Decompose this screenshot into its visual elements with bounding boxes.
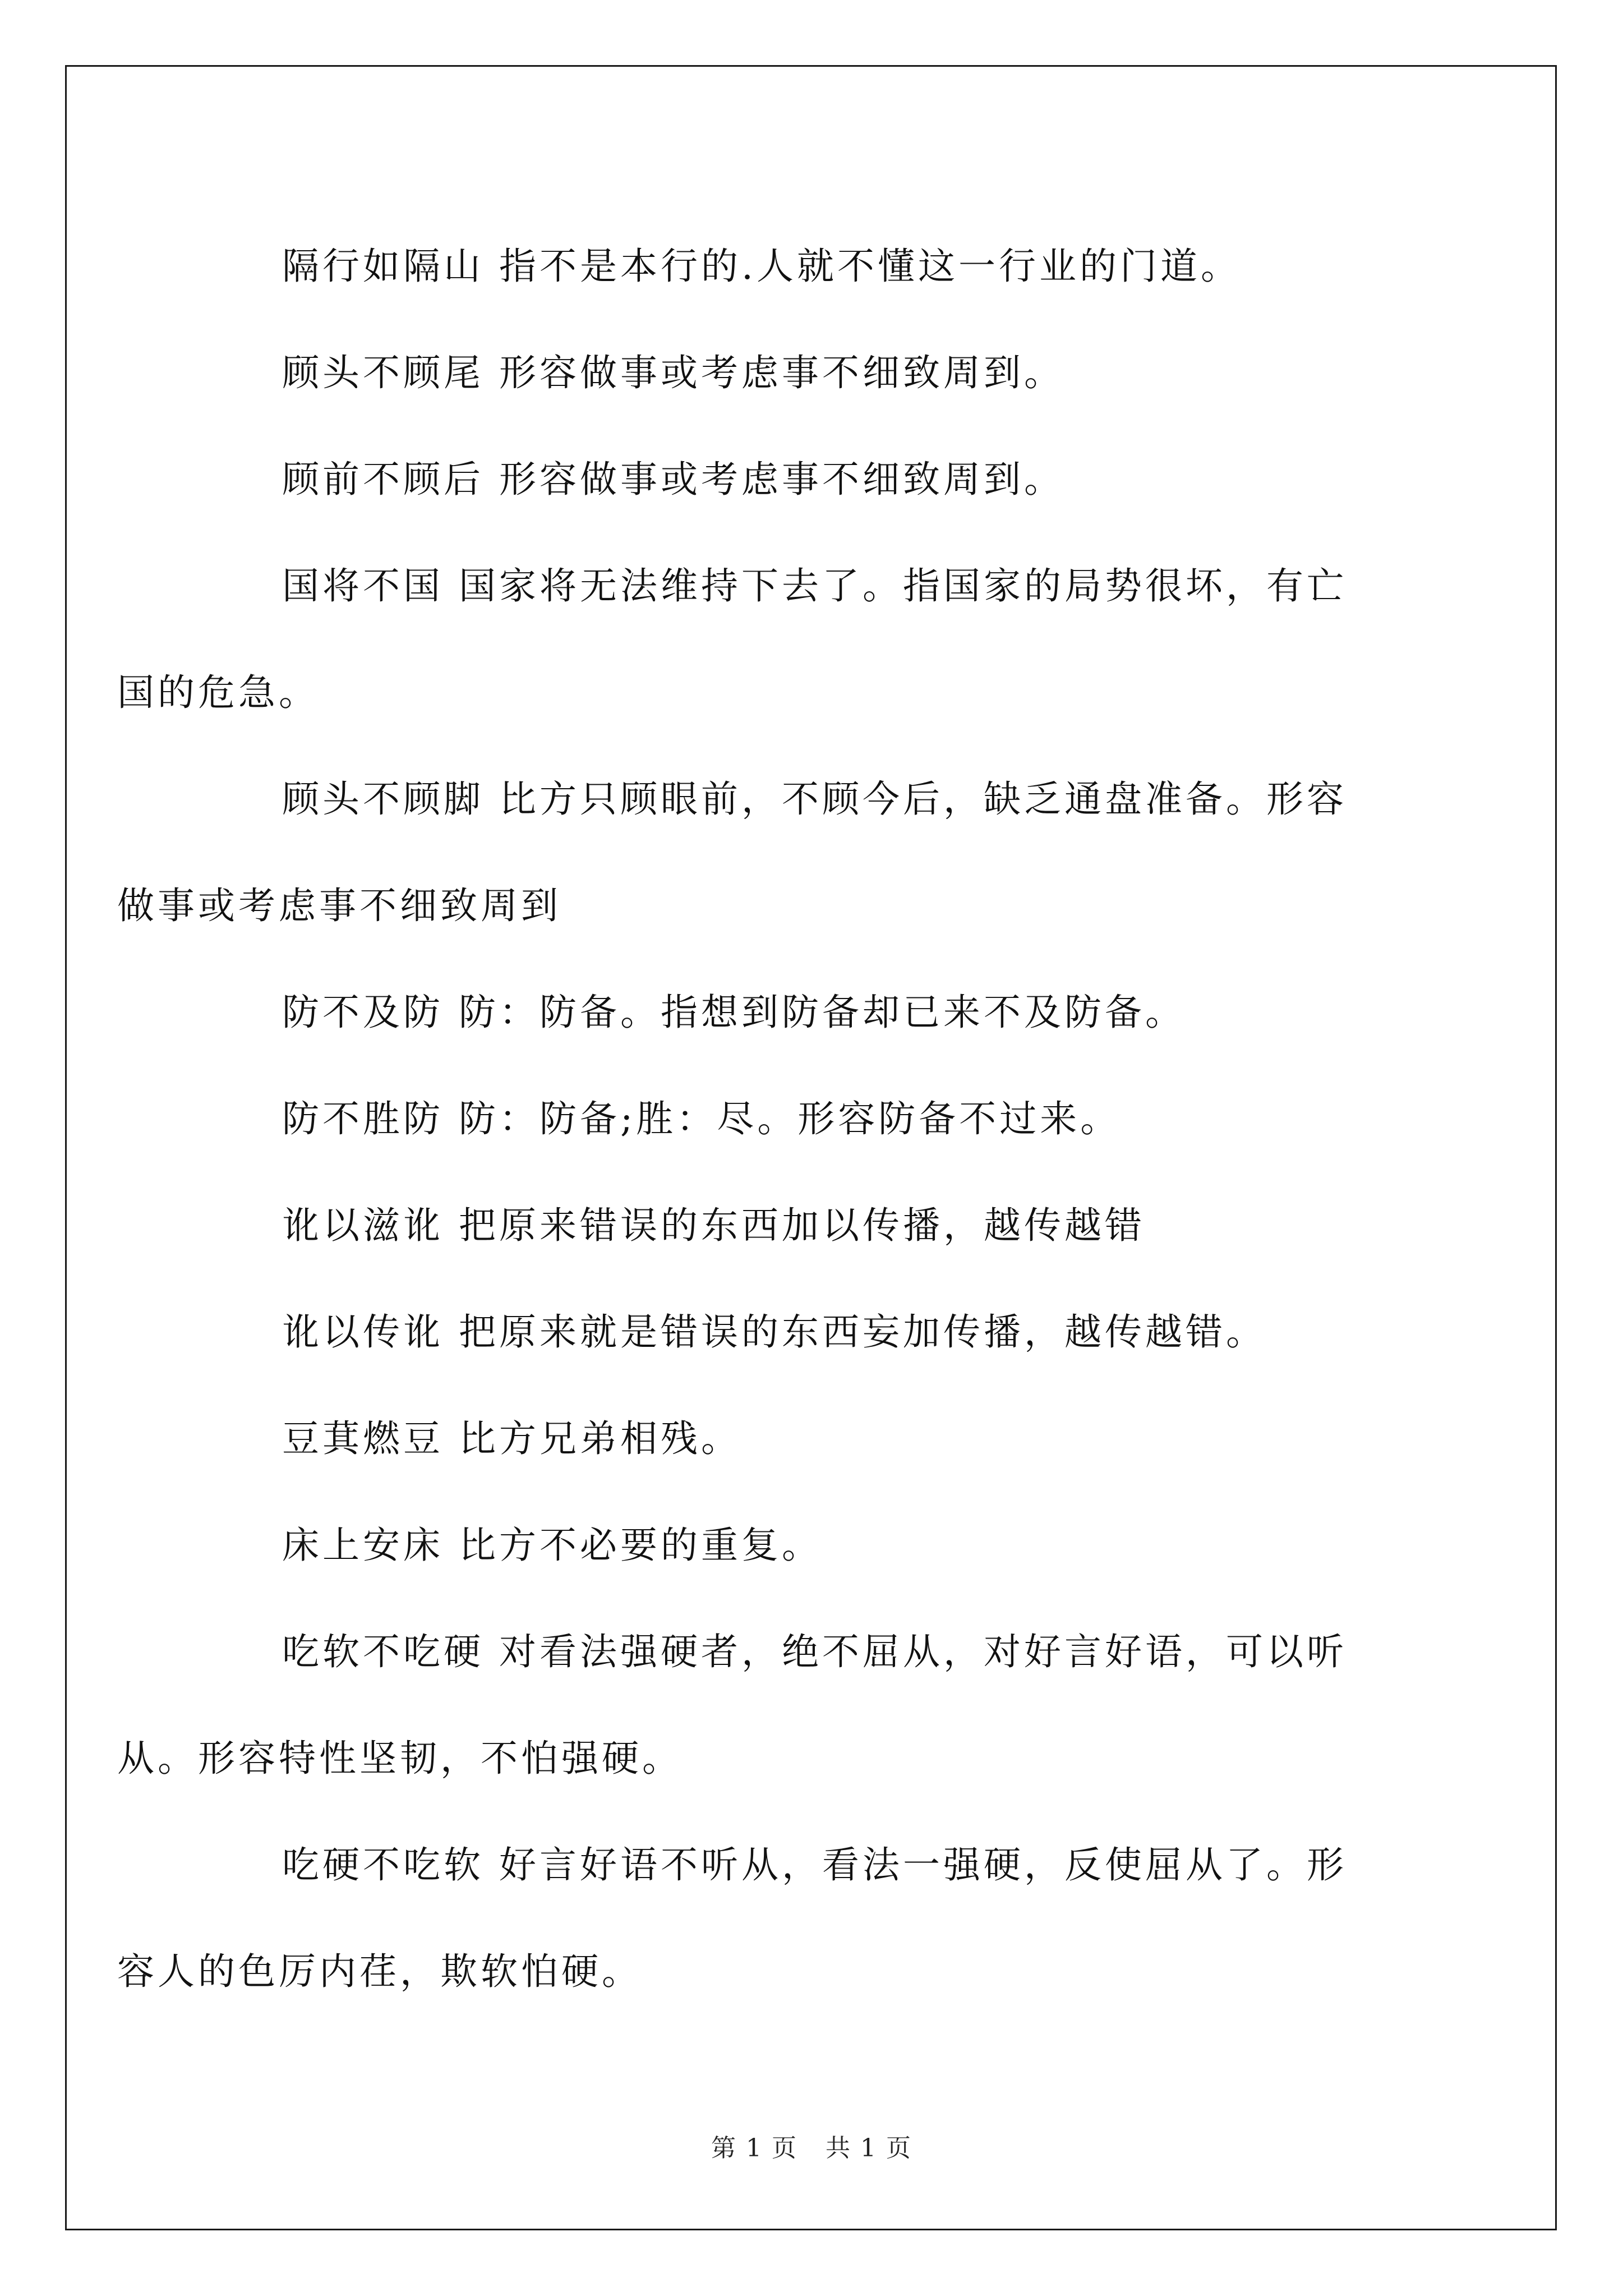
page-total: 共 1 页 xyxy=(826,2134,912,2162)
paragraph: 床上安床 比方不必要的重复。 xyxy=(282,1524,822,1567)
document-body xyxy=(117,213,1433,2025)
paragraph: 讹以传讹 把原来就是错误的东西妄加传播，越传越错。 xyxy=(282,1310,1266,1354)
paragraph: 隔行如隔山 指不是本行的.人就不懂这一行业的门道。 xyxy=(282,245,1241,288)
paragraph: 豆萁燃豆 比方兄弟相残。 xyxy=(282,1417,741,1460)
paragraph: 顾头不顾脚 比方只顾眼前，不顾今后，缺乏通盘准备。形容做事或考虑事不细致周到 xyxy=(117,777,1347,927)
paragraph: 防不胜防 防：防备;胜：尽。形容防备不过来。 xyxy=(282,1097,1121,1140)
paragraph: 防不及防 防：防备。指想到防备却已来不及防备。 xyxy=(282,991,1186,1034)
paragraph: 顾头不顾尾 形容做事或考虑事不细致周到。 xyxy=(282,351,1064,394)
paragraph: 吃软不吃硬 对看法强硬者，绝不屈从，对好言好语，可以听从。形容特性坚韧，不怕强硬。 xyxy=(117,1630,1347,1780)
paragraph: 顾前不顾后 形容做事或考虑事不细致周到。 xyxy=(282,458,1064,501)
paragraph: 国将不国 国家将无法维持下去了。指国家的局势很坏，有亡国的危急。 xyxy=(117,564,1347,714)
paragraph: 吃硬不吃软 好言好语不听从，看法一强硬，反使屈从了。形容人的色厉内荏，欺软怕硬。 xyxy=(117,1843,1347,1993)
page-footer xyxy=(0,2128,1623,2164)
paragraph: 讹以滋讹 把原来错误的东西加以传播，越传越错 xyxy=(282,1204,1145,1247)
page-number: 第 1 页 xyxy=(711,2134,797,2162)
